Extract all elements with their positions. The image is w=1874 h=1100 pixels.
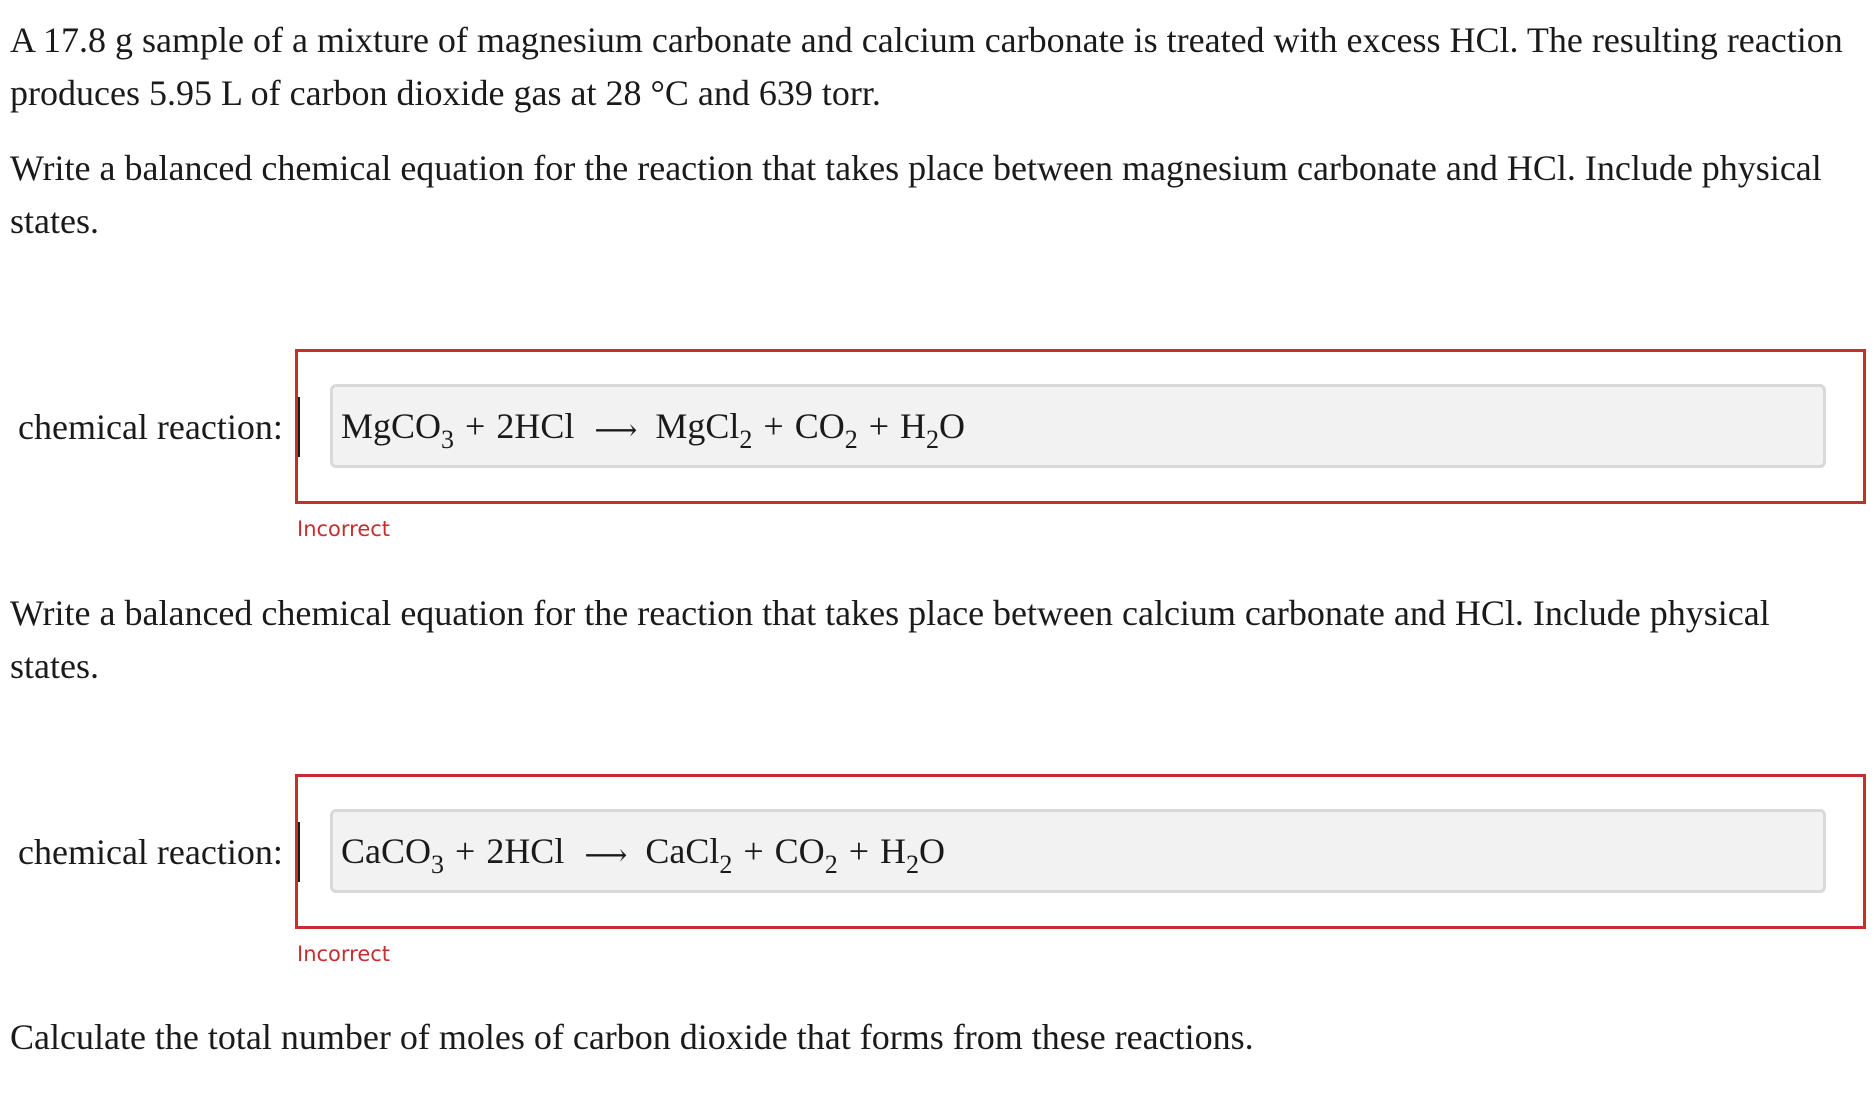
chemical-reaction-label: chemical reaction: xyxy=(18,407,283,447)
feedback-incorrect: Incorrect xyxy=(297,942,391,966)
question-part-1: Write a balanced chemical equation for the reaction that takes place between magnesium carbonate and HCl. Include physical states. xyxy=(10,148,1822,241)
reactant-1: MgCO$_3$ xyxy=(341,406,455,454)
reaction-arrow-icon: ⟶ xyxy=(584,838,628,872)
plus-sign: + xyxy=(743,831,764,871)
product-2: $CO_2$ xyxy=(774,831,838,879)
chemical-equation-input[interactable] xyxy=(330,809,1826,893)
question-part-3: Calculate the total number of moles of carbon dioxide that forms from these reactions. xyxy=(10,1017,1254,1057)
plus-sign: + xyxy=(868,406,890,446)
feedback-incorrect: Incorrect xyxy=(297,517,391,541)
reactant-2: 2HCl xyxy=(486,831,565,871)
plus-sign: + xyxy=(465,406,486,446)
plus-sign: + xyxy=(763,406,784,446)
product-1: MgCl$_2$ xyxy=(655,406,753,454)
product-3: $H_2O$ xyxy=(900,406,966,454)
reactant-1: CaCO$_3$ xyxy=(341,831,444,879)
problem-statement: A 17.8 g sample of a mixture of magnesium carbonate and calcium carbonate is treated with excess HCl. The resulting reaction produces 5.95 L of carbon dioxide gas at 28 °C and 639 torr. xyxy=(10,20,1843,113)
reactant-2: 2HCl xyxy=(496,406,575,446)
field-divider xyxy=(298,822,300,882)
field-divider xyxy=(298,397,300,457)
question-part-2: Write a balanced chemical equation for the reaction that takes place between calcium carbonate and HCl. Include physical states. xyxy=(10,593,1770,686)
plus-sign: + xyxy=(455,831,476,871)
product-3: $H_2O$ xyxy=(880,831,945,879)
chemical-equation-input[interactable] xyxy=(330,384,1826,468)
product-1: CaCl$_2$ xyxy=(645,831,733,879)
plus-sign: + xyxy=(848,831,869,871)
reaction-arrow-icon: ⟶ xyxy=(594,413,638,447)
chemical-reaction-label: chemical reaction: xyxy=(18,832,283,872)
product-2: $CO_2$ xyxy=(794,406,858,454)
